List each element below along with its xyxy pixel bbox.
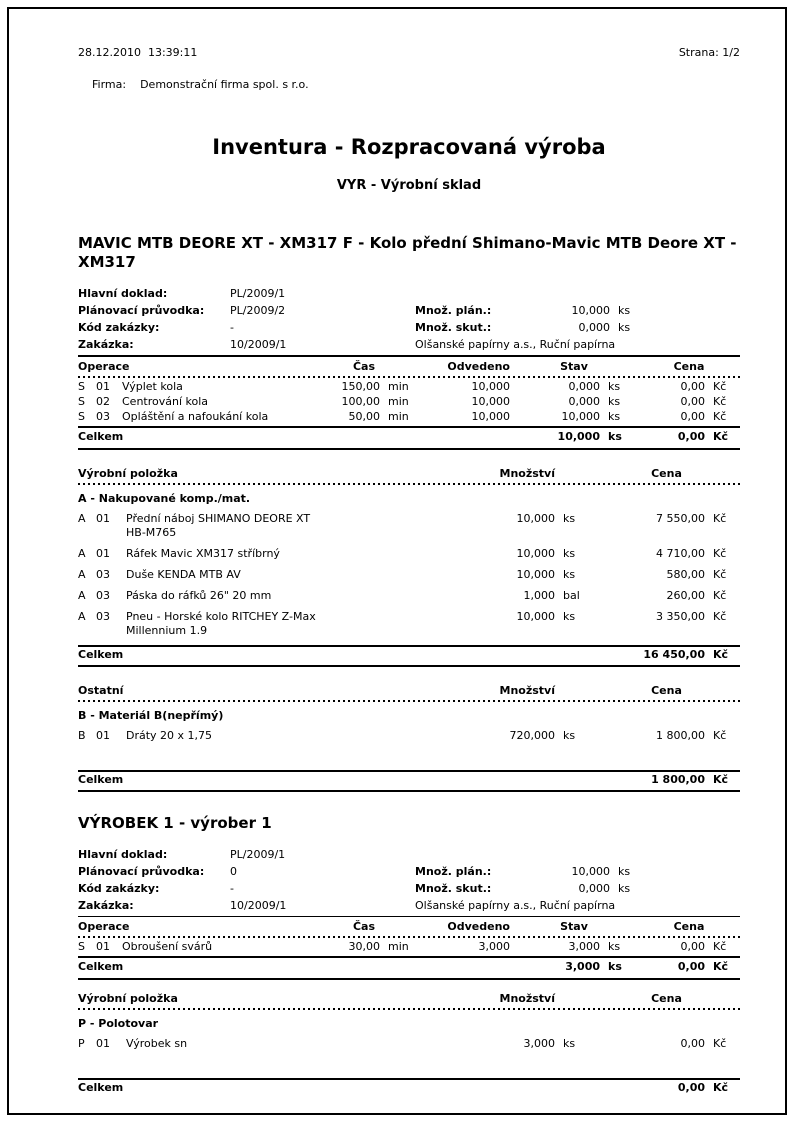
- item-unit: ks: [563, 609, 576, 623]
- item-num: 03: [96, 609, 110, 623]
- item-qty: 1,000: [523, 588, 555, 602]
- op-num: 01: [96, 940, 110, 953]
- item-num: 01: [96, 511, 110, 525]
- info-value-mnoz-skut: 0,000: [578, 881, 610, 895]
- header-dotted-rule: [78, 700, 740, 702]
- info-unit-mnoz-skut: ks: [618, 321, 631, 334]
- op-name: Centrování kola: [122, 394, 209, 408]
- header-dotted-rule: [78, 936, 740, 938]
- total-stav-unit: ks: [608, 960, 622, 973]
- op-stav-unit: ks: [608, 394, 621, 408]
- item-unit: ks: [563, 567, 576, 581]
- item-qty: 10,000: [516, 546, 555, 560]
- info-unit-mnoz-skut: ks: [618, 881, 631, 895]
- item-qty: 10,000: [516, 609, 555, 623]
- op-code: S: [78, 940, 85, 953]
- col-header-odvedeno: Odvedeno: [447, 359, 510, 373]
- operations-header-row: [78, 357, 740, 374]
- info-label-kod-zakazky: Kód zakázky:: [78, 321, 160, 334]
- item-cena: 1 800,00: [656, 728, 705, 742]
- item-code: A: [78, 609, 86, 623]
- items-header-row: [78, 464, 740, 481]
- items-total-row: [78, 647, 740, 663]
- info-label-kod-zakazky: Kód zakázky:: [78, 881, 160, 895]
- item-qty: 10,000: [516, 567, 555, 581]
- op-odvedeno: 3,000: [478, 940, 510, 953]
- op-name: Obroušení svárů: [122, 940, 213, 953]
- info-value-hlavni-doklad: PL/2009/1: [230, 287, 286, 300]
- col-header-cas: Čas: [352, 920, 376, 933]
- item-name: Ráfek Mavic XM317 stříbrný: [126, 546, 280, 560]
- op-odvedeno: 10,000: [471, 409, 510, 423]
- report-page: [7, 7, 787, 1115]
- operations-total-row: [78, 428, 740, 446]
- total-cena-unit: Kč: [713, 429, 729, 443]
- total-cena-unit: Kč: [713, 647, 729, 661]
- total-stav-unit: ks: [608, 429, 622, 443]
- items-total-row: [78, 1080, 740, 1096]
- other-total-row: [78, 772, 740, 788]
- op-cas-unit: min: [388, 409, 409, 423]
- col-header-operace: Operace: [78, 920, 130, 933]
- header-spacer: [197, 45, 678, 61]
- item-qty: 720,000: [509, 728, 555, 742]
- total-cena: 1 800,00: [651, 772, 705, 786]
- header-dotted-rule: [78, 483, 740, 485]
- item-row: [78, 1037, 740, 1051]
- info-label-hlavni-doklad: Hlavní doklad:: [78, 847, 168, 861]
- col-header-vyrobni-polozka: Výrobní položka: [78, 466, 178, 480]
- info-label-zakazka: Zakázka:: [78, 898, 134, 912]
- operations-total-row: [78, 958, 740, 976]
- item-unit: ks: [563, 1037, 576, 1050]
- operation-row: [78, 379, 740, 394]
- op-cas: 50,00: [348, 409, 380, 423]
- item-group-header: B - Materiál B(nepřímý): [78, 708, 224, 722]
- item-name: Přední náboj SHIMANO DEORE XT HB-M765: [126, 511, 311, 539]
- op-cena: 0,00: [680, 379, 705, 393]
- op-cena-unit: Kč: [713, 379, 727, 393]
- item-code: A: [78, 567, 86, 581]
- product-info-block: [78, 846, 740, 914]
- op-cas: 150,00: [341, 379, 380, 393]
- info-value-kod-zakazky: -: [230, 321, 234, 334]
- firm-row: [78, 61, 740, 109]
- item-row: [78, 547, 740, 561]
- operations-header-row: [78, 917, 740, 934]
- item-code: A: [78, 588, 86, 602]
- col-header-ostatni: Ostatní: [78, 683, 124, 697]
- customer-name: Olšanské papírny a.s., Ruční papírna: [415, 898, 616, 912]
- op-name: Opláštění a nafoukání kola: [122, 409, 269, 423]
- col-header-cas: Čas: [352, 359, 376, 373]
- item-unit: ks: [563, 546, 576, 560]
- item-code: B: [78, 728, 86, 742]
- op-stav: 0,000: [568, 394, 600, 408]
- firm-name: Demonstrační firma spol. s r.o.: [140, 78, 309, 91]
- other-header-row: [78, 681, 740, 698]
- col-header-mnozstvi: Množství: [499, 466, 555, 480]
- item-name: Výrobek sn: [126, 1037, 188, 1050]
- item-name: Pneu - Horské kolo RITCHEY Z-Max Millennium 1.9: [126, 609, 316, 637]
- op-num: 03: [96, 409, 110, 423]
- col-header-cena: Cena: [651, 683, 682, 697]
- item-group-header: P - Polotovar: [78, 1017, 159, 1030]
- item-cena: 580,00: [666, 567, 705, 581]
- total-cena-unit: Kč: [713, 960, 729, 973]
- item-unit: bal: [563, 588, 580, 602]
- op-odvedeno: 10,000: [471, 394, 510, 408]
- op-cena: 0,00: [680, 409, 705, 423]
- total-cena-unit: Kč: [713, 1081, 729, 1094]
- total-label: Celkem: [78, 960, 124, 973]
- total-cena: 0,00: [677, 1081, 705, 1094]
- info-value-mnoz-plan: 10,000: [571, 304, 610, 317]
- report-subtitle: VYR - Výrobní sklad: [336, 178, 482, 193]
- product-heading: VÝROBEK 1 - výrober 1: [78, 813, 272, 832]
- col-header-operace: Operace: [78, 359, 130, 373]
- item-num: 01: [96, 728, 110, 742]
- info-value-zakazka: 10/2009/1: [230, 898, 287, 912]
- item-cena-unit: Kč: [713, 609, 727, 623]
- item-num: 01: [96, 1037, 110, 1050]
- item-row: [78, 512, 740, 540]
- item-cena-unit: Kč: [713, 567, 727, 581]
- firm-label: Firma:: [92, 78, 127, 91]
- op-cena-unit: Kč: [713, 409, 727, 423]
- col-header-cena: Cena: [651, 466, 682, 480]
- total-label: Celkem: [78, 1081, 124, 1094]
- product-info-block: [78, 285, 740, 353]
- op-stav-unit: ks: [608, 379, 621, 393]
- info-value-mnoz-plan: 10,000: [571, 864, 610, 878]
- info-value-mnoz-skut: 0,000: [578, 321, 610, 334]
- op-cas-unit: min: [388, 394, 409, 408]
- item-name: Duše KENDA MTB AV: [126, 567, 241, 581]
- item-cena: 3 350,00: [656, 609, 705, 623]
- total-stav: 10,000: [557, 429, 600, 443]
- op-stav: 10,000: [561, 409, 600, 423]
- item-row: [78, 729, 740, 743]
- item-cena: 4 710,00: [656, 546, 705, 560]
- op-cas-unit: min: [388, 940, 409, 953]
- item-cena: 260,00: [666, 588, 705, 602]
- total-label: Celkem: [78, 647, 124, 661]
- total-cena: 0,00: [677, 960, 705, 973]
- col-header-vyrobni-polozka: Výrobní položka: [78, 992, 178, 1005]
- op-code: S: [78, 394, 85, 408]
- report-datetime: 28.12.2010 13:39:11: [78, 46, 198, 59]
- info-label-mnoz-skut: Množ. skut.:: [415, 321, 492, 334]
- op-code: S: [78, 409, 85, 423]
- item-group-header: A - Nakupované komp./mat.: [78, 491, 251, 505]
- item-cena-unit: Kč: [713, 546, 727, 560]
- op-stav-unit: ks: [608, 940, 621, 953]
- total-cena-unit: Kč: [713, 772, 729, 786]
- item-row: [78, 610, 740, 638]
- op-code: S: [78, 379, 85, 393]
- op-cas-unit: min: [388, 379, 409, 393]
- total-label: Celkem: [78, 772, 124, 786]
- items-header-row: [78, 989, 740, 1006]
- info-label-mnoz-skut: Množ. skut.:: [415, 881, 492, 895]
- item-num: 01: [96, 546, 110, 560]
- info-label-hlavni-doklad: Hlavní doklad:: [78, 287, 168, 300]
- col-header-mnozstvi: Množství: [499, 683, 555, 697]
- item-unit: ks: [563, 511, 576, 525]
- operation-row: [78, 939, 740, 954]
- item-cena-unit: Kč: [713, 588, 727, 602]
- item-code: A: [78, 546, 86, 560]
- col-header-odvedeno: Odvedeno: [447, 920, 510, 933]
- info-label-zakazka: Zakázka:: [78, 338, 134, 351]
- col-header-mnozstvi: Množství: [499, 992, 555, 1005]
- col-header-cena: Cena: [673, 920, 705, 933]
- item-row: [78, 589, 740, 603]
- item-code: A: [78, 511, 86, 525]
- product-heading: MAVIC MTB DEORE XT - XM317 F - Kolo přední Shimano-Mavic MTB Deore XT - XM317: [78, 234, 737, 271]
- item-qty: 10,000: [516, 511, 555, 525]
- info-value-hlavni-doklad: PL/2009/1: [230, 847, 286, 861]
- item-cena-unit: Kč: [713, 1037, 727, 1050]
- op-num: 02: [96, 394, 110, 408]
- op-cena-unit: Kč: [713, 394, 727, 408]
- info-value-kod-zakazky: -: [230, 881, 234, 895]
- info-label-planovaci-pruvodka: Plánovací průvodka:: [78, 304, 205, 317]
- total-label: Celkem: [78, 429, 124, 443]
- info-value-planovaci-pruvodka: PL/2009/2: [230, 304, 286, 317]
- item-cena: 7 550,00: [656, 511, 705, 525]
- operation-row: [78, 394, 740, 409]
- customer-name: Olšanské papírny a.s., Ruční papírna: [415, 338, 616, 351]
- item-cena-unit: Kč: [713, 511, 727, 525]
- info-value-planovaci-pruvodka: 0: [230, 864, 237, 878]
- col-header-cena: Cena: [673, 359, 705, 373]
- item-cena-unit: Kč: [713, 728, 727, 742]
- item-code: P: [78, 1037, 85, 1050]
- item-num: 03: [96, 567, 110, 581]
- item-cena: 0,00: [680, 1037, 705, 1050]
- op-odvedeno: 10,000: [471, 379, 510, 393]
- total-cena: 0,00: [677, 429, 705, 443]
- page-number: Strana: 1/2: [678, 46, 740, 59]
- total-cena: 16 450,00: [643, 647, 705, 661]
- total-stav: 3,000: [565, 960, 600, 973]
- op-stav-unit: ks: [608, 409, 621, 423]
- col-header-stav: Stav: [560, 359, 588, 373]
- op-stav: 3,000: [568, 940, 600, 953]
- info-value-zakazka: 10/2009/1: [230, 338, 287, 351]
- op-cena: 0,00: [680, 394, 705, 408]
- header-dotted-rule: [78, 1008, 740, 1010]
- op-cas: 30,00: [348, 940, 380, 953]
- info-label-planovaci-pruvodka: Plánovací průvodka:: [78, 864, 205, 878]
- operation-row: [78, 409, 740, 424]
- col-header-stav: Stav: [560, 920, 588, 933]
- item-unit: ks: [563, 728, 576, 742]
- item-name: Páska do ráfků 26" 20 mm: [126, 588, 272, 602]
- info-label-mnoz-plan: Množ. plán.:: [415, 864, 492, 878]
- op-cena-unit: Kč: [713, 940, 727, 953]
- col-header-cena: Cena: [651, 992, 682, 1005]
- op-stav: 0,000: [568, 379, 600, 393]
- op-cena: 0,00: [680, 940, 705, 953]
- item-name: Dráty 20 x 1,75: [126, 728, 213, 742]
- op-name: Výplet kola: [122, 379, 183, 393]
- header-dotted-rule: [78, 376, 740, 378]
- report-title: Inventura - Rozpracovaná výroba: [212, 135, 606, 159]
- info-unit-mnoz-plan: ks: [618, 304, 631, 317]
- info-unit-mnoz-plan: ks: [618, 864, 631, 878]
- report-header: [78, 45, 740, 61]
- info-label-mnoz-plan: Množ. plán.:: [415, 304, 492, 317]
- item-row: [78, 568, 740, 582]
- op-num: 01: [96, 379, 110, 393]
- item-qty: 3,000: [523, 1037, 555, 1050]
- item-num: 03: [96, 588, 110, 602]
- op-cas: 100,00: [341, 394, 380, 408]
- total-bottom-rule: [78, 790, 740, 792]
